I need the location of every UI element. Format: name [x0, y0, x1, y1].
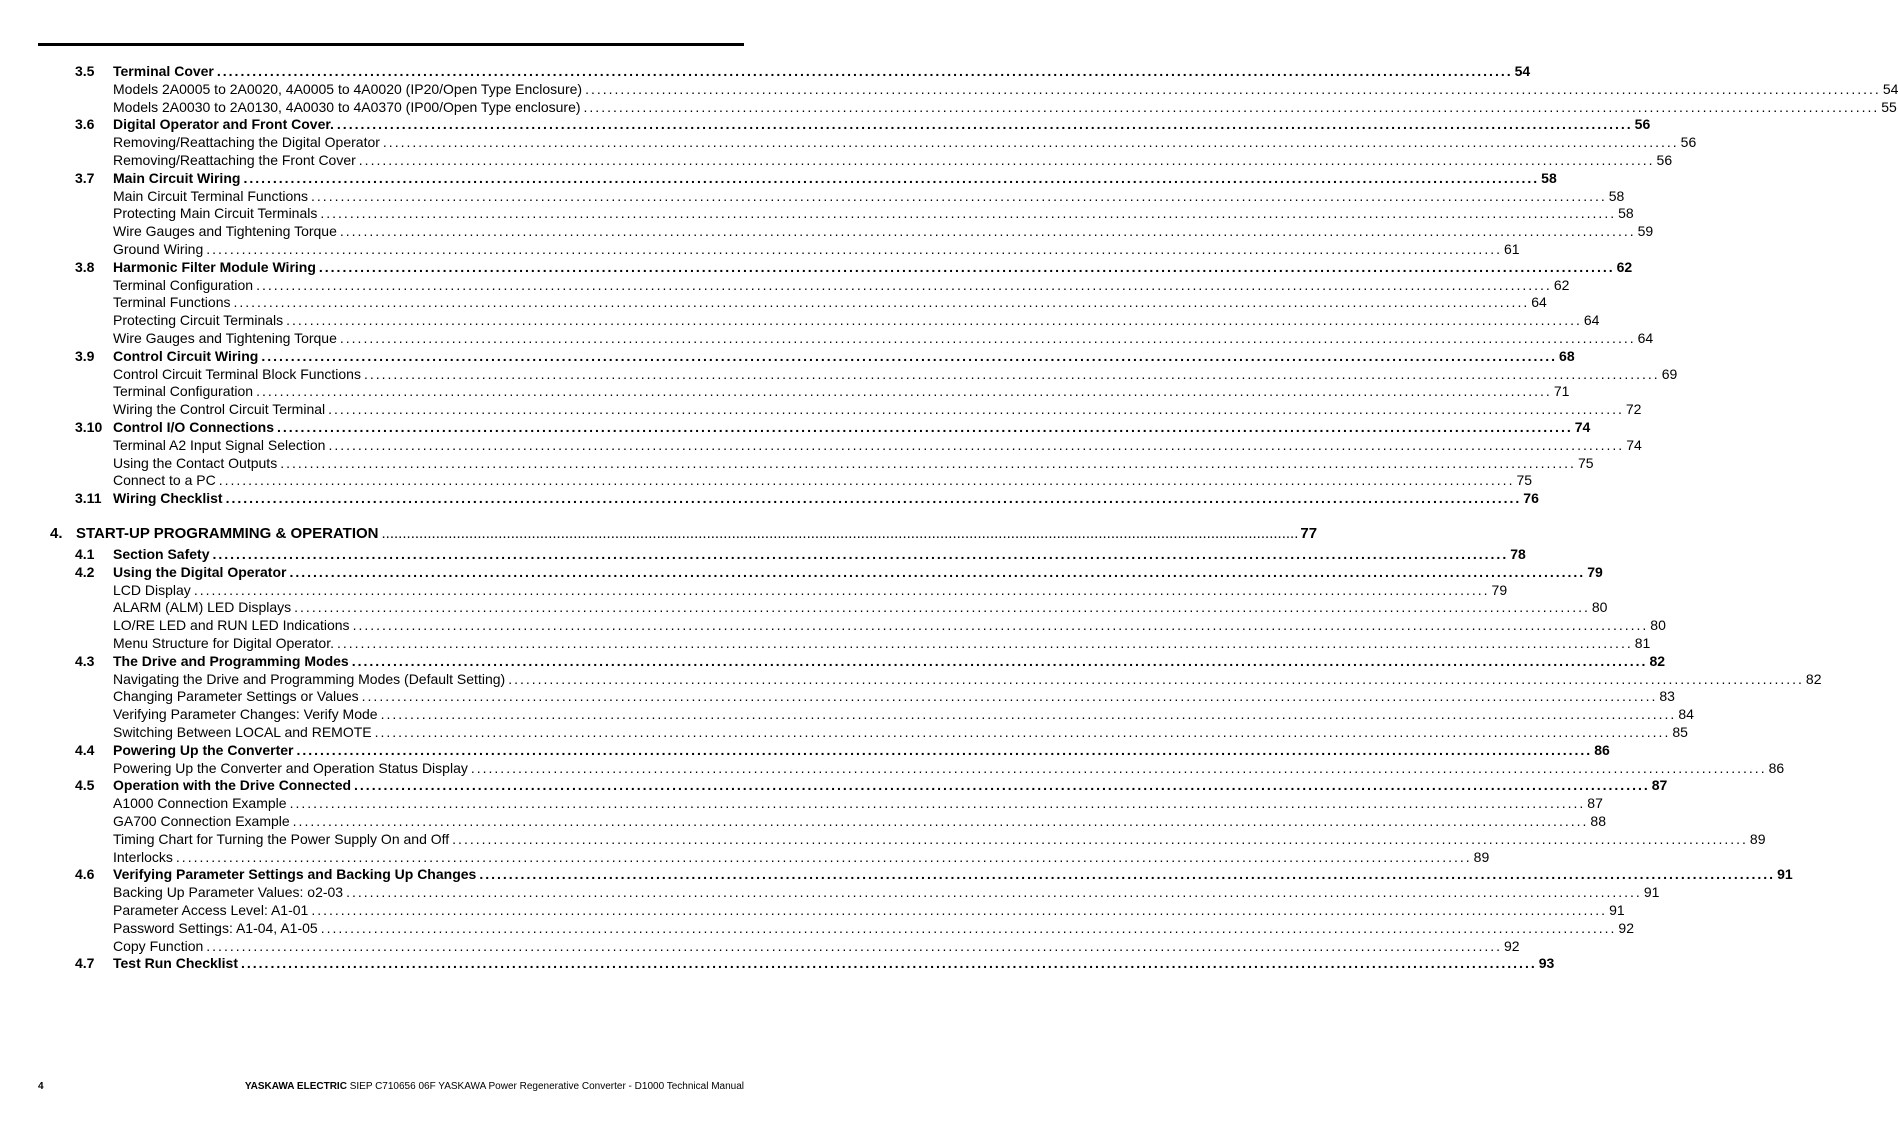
toc-leader-line — [113, 598, 1608, 616]
toc-leader-line — [113, 723, 1688, 741]
toc-leader-line — [113, 812, 1606, 830]
toc-title: Ground Wiring — [113, 241, 204, 257]
toc-entry[interactable] — [0, 222, 1654, 240]
toc-page-number: 62 — [1616, 258, 1633, 275]
toc-page-number: 58 — [1618, 205, 1634, 222]
toc-leader-line — [113, 276, 1570, 294]
toc-dot-leader: ............................................................................................................................................................................................................................ — [296, 741, 1593, 758]
toc-entry[interactable] — [0, 400, 1642, 418]
toc-leader-line — [113, 616, 1666, 634]
toc-page-number: 78 — [1510, 546, 1526, 562]
toc-page-number: 89 — [1473, 848, 1490, 865]
toc-title: Protecting Main Circuit Terminals — [113, 205, 318, 222]
toc-dot-leader: ............................................................................................................................................................................................................................ — [289, 563, 1586, 580]
toc-dot-leader: ............................................................................................................................................................................................................................ — [233, 294, 1530, 311]
toc-dot-leader: ............................................................................................................................................................................................................................ — [277, 419, 1573, 435]
toc-title: Wiring the Control Circuit Terminal — [113, 401, 326, 418]
toc-number: 4.6 — [75, 866, 95, 883]
toc-page-number: 62 — [1553, 276, 1570, 293]
toc-title: The Drive and Programming Modes — [113, 652, 349, 669]
toc-page-number: 80 — [1650, 617, 1666, 634]
toc-dot-leader: ............................................................................................................................................................................................................................ — [381, 525, 1299, 542]
toc-dot-leader: ............................................................................................................................................................................................................................ — [328, 401, 1624, 418]
toc-number: 4.1 — [75, 546, 95, 562]
toc-title: Verifying Parameter Settings and Backing Up Changes — [113, 866, 477, 883]
toc-entry[interactable] — [0, 919, 1634, 937]
toc-entry[interactable] — [0, 436, 1642, 454]
toc-dot-leader: ............................................................................................................................................................................................................................ — [374, 724, 1671, 740]
toc-dot-leader: ............................................................................................................................................................................................................................ — [339, 223, 1636, 240]
toc-leader-line — [76, 525, 1318, 543]
toc-page-number: 58 — [1608, 187, 1625, 204]
toc-entry[interactable] — [0, 98, 1897, 116]
toc-leader-line — [113, 98, 1897, 116]
toc-title: Models 2A0005 to 2A0020, 4A0005 to 4A0020 (IP20/Open Type Enclosure) — [113, 80, 583, 97]
toc-entry[interactable] — [0, 133, 1697, 151]
toc-leader-line — [113, 169, 1557, 187]
toc-entry[interactable] — [0, 723, 1688, 741]
toc-title: Wire Gauges and Tightening Torque — [113, 223, 337, 240]
toc-title: Menu Structure for Digital Operator. — [113, 635, 334, 651]
toc-title: Control Circuit Terminal Block Functions — [113, 365, 361, 382]
toc-number: 3.7 — [75, 169, 95, 186]
toc-title: Wire Gauges and Tightening Torque — [113, 330, 337, 346]
toc-title: Models 2A0030 to 2A0130, 4A0030 to 4A0370 (IP00/Open Type enclosure) — [113, 98, 581, 115]
toc-entry[interactable] — [0, 937, 1520, 955]
toc-title: Powering Up the Converter — [113, 741, 294, 758]
toc-page-number: 54 — [1882, 80, 1898, 97]
toc-section[interactable] — [0, 865, 1793, 883]
toc-leader-line — [113, 705, 1694, 723]
toc-section[interactable] — [0, 545, 1526, 563]
toc-section[interactable] — [0, 652, 1666, 670]
toc-page-number: 88 — [1590, 813, 1606, 829]
toc-title: Using the Digital Operator — [113, 563, 287, 580]
toc-dot-leader: ............................................................................................................................................................................................................................ — [318, 258, 1615, 275]
toc-leader-line — [113, 222, 1654, 240]
toc-title: Copy Function — [113, 937, 204, 954]
toc-entry[interactable] — [0, 670, 1822, 688]
toc-section[interactable] — [0, 115, 1651, 133]
toc-page-number: 77 — [1300, 525, 1318, 542]
toc-leader-line — [113, 418, 1591, 436]
toc-page-number: 85 — [1672, 724, 1688, 740]
toc-leader-line — [113, 204, 1634, 222]
toc-page-number: 56 — [1680, 134, 1697, 151]
toc-leader-line — [113, 115, 1651, 133]
toc-page-number: 75 — [1577, 454, 1594, 471]
toc-entry[interactable] — [0, 794, 1603, 812]
page-footer — [0, 1080, 793, 1094]
toc-dot-leader: ............................................................................................................................................................................................................................ — [320, 205, 1617, 222]
toc-page-number: 86 — [1768, 759, 1785, 776]
toc-leader-line — [113, 365, 1678, 383]
toc-dot-leader: ............................................................................................................................................................................................................................ — [243, 169, 1540, 186]
toc-number: 4.5 — [75, 777, 95, 794]
toc-entry[interactable] — [0, 598, 1608, 616]
toc-number: 3.8 — [75, 258, 95, 275]
toc-page-number: 91 — [1643, 884, 1660, 901]
toc-title: LO/RE LED and RUN LED Indications — [113, 617, 350, 634]
toc-entry[interactable] — [0, 634, 1651, 652]
toc-title: Terminal A2 Input Signal Selection — [113, 436, 326, 453]
toc-entry[interactable] — [0, 187, 1625, 205]
toc-title: Parameter Access Level: A1-01 — [113, 902, 309, 918]
page-number: 4 — [38, 1081, 44, 1092]
toc-dot-leader: ............................................................................................................................................................................................................................ — [280, 454, 1576, 471]
toc-entry[interactable] — [0, 382, 1570, 400]
toc-title: Timing Chart for Turning the Power Supply On and Off — [113, 830, 450, 847]
toc-page-number: 74 — [1574, 419, 1591, 435]
toc-dot-leader: ............................................................................................................................................................................................................................ — [206, 241, 1502, 257]
toc-entry[interactable] — [0, 616, 1666, 634]
toc-page-number: 93 — [1538, 955, 1555, 972]
toc-page-number: 86 — [1594, 741, 1610, 758]
toc-leader-line — [113, 670, 1822, 688]
toc-title: Backing Up Parameter Values: o2-03 — [113, 884, 344, 901]
toc-title: A1000 Connection Example — [113, 795, 287, 812]
toc-number: 3.11 — [75, 490, 102, 507]
toc-leader-line — [113, 634, 1651, 652]
toc-entry[interactable] — [0, 848, 1490, 866]
toc-number: 3.5 — [75, 63, 95, 79]
toc-dot-leader: ............................................................................................................................................................................................................................ — [216, 63, 1513, 79]
toc-page-number: 56 — [1634, 116, 1651, 133]
toc-entry[interactable] — [0, 293, 1547, 311]
toc-leader-line — [113, 759, 1785, 777]
toc-page-number: 92 — [1618, 919, 1634, 936]
toc-section[interactable] — [0, 776, 1668, 794]
toc-leader-line — [113, 794, 1603, 812]
toc-title: LCD Display — [113, 581, 191, 598]
toc-title: Terminal Configuration — [113, 383, 254, 400]
toc-dot-leader: ............................................................................................................................................................................................................................ — [361, 688, 1658, 705]
toc-page-number: 82 — [1649, 652, 1666, 669]
toc-section[interactable] — [0, 418, 1591, 436]
toc-dot-leader: ............................................................................................................................................................................................................................ — [193, 581, 1490, 598]
toc-page-number: 87 — [1587, 795, 1603, 812]
toc-title: Terminal Cover — [113, 63, 214, 79]
toc-dot-leader: ............................................................................................................................................................................................................................ — [218, 472, 1515, 489]
toc-section[interactable] — [0, 741, 1610, 759]
toc-page-number: 54 — [1514, 63, 1531, 79]
toc-title: Removing/Reattaching the Front Cover — [113, 152, 356, 168]
toc-title: Protecting Circuit Terminals — [113, 312, 284, 329]
toc-number: 4.7 — [75, 955, 95, 972]
toc-entry[interactable] — [0, 705, 1694, 723]
toc-leader-line — [113, 741, 1610, 759]
toc-chapter[interactable] — [0, 525, 1318, 543]
toc-dot-leader: ............................................................................................................................................................................................................................ — [311, 187, 1607, 204]
toc-leader-line — [113, 436, 1642, 454]
toc-entry[interactable] — [0, 883, 1660, 901]
toc-dot-leader: ............................................................................................................................................................................................................................ — [256, 383, 1552, 400]
toc-leader-line — [113, 329, 1654, 347]
toc-entry[interactable] — [0, 329, 1654, 347]
toc-entry[interactable] — [0, 151, 1673, 169]
toc-entry[interactable] — [0, 240, 1520, 258]
toc-leader-line — [113, 776, 1668, 794]
toc-title: Main Circuit Wiring — [113, 169, 241, 186]
toc-title: Powering Up the Converter and Operation Status Display — [113, 759, 468, 776]
toc-title: Using the Contact Outputs — [113, 454, 278, 471]
toc-page-number: 79 — [1587, 563, 1603, 580]
toc-page-number: 58 — [1541, 169, 1557, 186]
toc-dot-leader: ............................................................................................................................................................................................................................ — [206, 937, 1503, 954]
toc-leader-line — [113, 954, 1555, 972]
toc-dot-leader: ............................................................................................................................................................................................................................ — [583, 98, 1880, 115]
toc-entry[interactable] — [0, 311, 1600, 329]
toc-dot-leader: ............................................................................................................................................................................................................................ — [351, 652, 1648, 669]
toc-title: Terminal Functions — [113, 294, 231, 311]
toc-page-number: 80 — [1591, 599, 1608, 616]
toc-page-number: 84 — [1678, 706, 1694, 723]
toc-leader-line — [113, 471, 1533, 489]
toc-title: Removing/Reattaching the Digital Operator — [113, 134, 380, 151]
toc-dot-leader: ............................................................................................................................................................................................................................ — [261, 347, 1558, 364]
toc-dot-leader: ............................................................................................................................................................................................................................ — [508, 670, 1804, 687]
toc-page-number: 91 — [1609, 902, 1625, 918]
toc-title: START-UP PROGRAMMING & OPERATION — [76, 525, 379, 542]
toc-title: Section Safety — [113, 546, 210, 562]
toc-title: Terminal Configuration — [113, 276, 254, 293]
toc-dot-leader: ............................................................................................................................................................................................................................ — [294, 599, 1590, 616]
toc-title: Interlocks — [113, 848, 173, 865]
toc-title: Main Circuit Terminal Functions — [113, 187, 309, 204]
toc-dot-leader: ............................................................................................................................................................................................................................ — [470, 759, 1767, 776]
toc-dot-leader: ............................................................................................................................................................................................................................ — [585, 80, 1881, 97]
toc-entry[interactable] — [0, 812, 1606, 830]
toc-number: 3.9 — [75, 347, 95, 364]
toc-page-number: 59 — [1637, 223, 1654, 240]
toc-leader-line — [113, 80, 1898, 98]
toc-leader-line — [113, 240, 1520, 258]
toc-entry[interactable] — [0, 454, 1594, 472]
toc-leader-line — [113, 400, 1642, 418]
toc-title: Control I/O Connections — [113, 419, 274, 435]
toc-number: 4. — [50, 525, 63, 542]
toc-dot-leader: ............................................................................................................................................................................................................................ — [328, 436, 1625, 453]
toc-dot-leader: ............................................................................................................................................................................................................................ — [320, 919, 1617, 936]
toc-leader-line — [113, 545, 1526, 563]
toc-leader-line — [113, 311, 1600, 329]
toc-entry[interactable] — [0, 830, 1766, 848]
toc-dot-leader: ............................................................................................................................................................................................................................ — [452, 830, 1748, 847]
toc-dot-leader: ............................................................................................................................................................................................................................ — [479, 866, 1776, 883]
toc-dot-leader: ............................................................................................................................................................................................................................ — [352, 617, 1649, 634]
toc-page-number: 91 — [1777, 866, 1793, 883]
toc-section[interactable] — [0, 347, 1575, 365]
toc-page-number: 56 — [1656, 152, 1673, 168]
toc-page-number: 74 — [1626, 436, 1642, 453]
toc-dot-leader: ............................................................................................................................................................................................................................ — [286, 312, 1582, 329]
toc-leader-line — [113, 848, 1490, 866]
toc-section[interactable] — [0, 62, 1531, 80]
toc-dot-leader: ............................................................................................................................................................................................................................ — [337, 635, 1633, 651]
toc-number: 3.10 — [75, 419, 103, 435]
toc-entry[interactable] — [0, 471, 1533, 489]
toc-leader-line — [113, 187, 1625, 205]
toc-dot-leader: ............................................................................................................................................................................................................................ — [336, 116, 1633, 133]
toc-title: Navigating the Drive and Programming Modes (Default Setting) — [113, 670, 506, 687]
toc-leader-line — [113, 454, 1594, 472]
toc-leader-line — [113, 687, 1675, 705]
toc-dot-leader: ............................................................................................................................................................................................................................ — [225, 490, 1522, 507]
toc-entry[interactable] — [0, 901, 1625, 919]
toc-dot-leader: ............................................................................................................................................................................................................................ — [256, 276, 1552, 293]
toc-number: 4.3 — [75, 652, 95, 669]
toc-page-number: 81 — [1634, 635, 1651, 651]
toc-section[interactable] — [0, 954, 1555, 972]
toc-dot-leader: ............................................................................................................................................................................................................................ — [346, 884, 1642, 901]
toc-page-number: 64 — [1583, 312, 1600, 329]
toc-leader-line — [113, 347, 1575, 365]
toc-page-number: 68 — [1559, 347, 1575, 364]
toc-number: 4.4 — [75, 741, 95, 758]
toc-leader-line — [113, 883, 1660, 901]
toc-page-number: 61 — [1504, 241, 1520, 257]
toc-leader-line — [113, 293, 1547, 311]
toc-entry[interactable] — [0, 581, 1508, 599]
toc-leader-line — [113, 563, 1603, 581]
footer-text — [245, 1080, 744, 1094]
toc-page-number: 89 — [1749, 830, 1766, 847]
toc-page-number: 79 — [1491, 581, 1508, 598]
toc-page-number: 92 — [1504, 937, 1520, 954]
toc-dot-leader: ............................................................................................................................................................................................................................ — [354, 777, 1650, 794]
toc-page-number: 55 — [1881, 98, 1897, 115]
toc-entry[interactable] — [0, 759, 1785, 777]
toc-page-number: 71 — [1553, 383, 1570, 400]
toc-page-number: 75 — [1516, 472, 1533, 489]
toc-dot-leader: ............................................................................................................................................................................................................................ — [212, 546, 1509, 562]
toc-title: Digital Operator and Front Cover. — [113, 116, 334, 133]
toc-entry[interactable] — [0, 276, 1570, 294]
footer-manual-title: SIEP C710656 06F YASKAWA Power Regenerative Converter - D1000 Technical Manual — [349, 1081, 744, 1092]
toc-leader-line — [113, 919, 1634, 937]
toc-dot-leader: ............................................................................................................................................................................................................................ — [241, 955, 1537, 972]
toc-title: Switching Between LOCAL and REMOTE — [113, 724, 372, 740]
toc-page-number: 72 — [1625, 401, 1642, 418]
toc-leader-line — [113, 830, 1766, 848]
toc-dot-leader: ............................................................................................................................................................................................................................ — [363, 365, 1660, 382]
toc-title: Password Settings: A1-04, A1-05 — [113, 919, 318, 936]
toc-leader-line — [113, 382, 1570, 400]
toc-leader-line — [113, 133, 1697, 151]
toc-page-number: 83 — [1659, 688, 1675, 705]
toc-leader-line — [113, 151, 1673, 169]
toc-leader-line — [113, 62, 1531, 80]
toc-section[interactable] — [0, 169, 1557, 187]
toc-page-number: 64 — [1531, 294, 1547, 311]
toc-dot-leader: ............................................................................................................................................................................................................................ — [380, 706, 1677, 723]
toc-page-number: 64 — [1637, 330, 1654, 346]
toc-section[interactable] — [0, 489, 1539, 507]
toc-leader-line — [113, 581, 1508, 599]
toc-title: Test Run Checklist — [113, 955, 238, 972]
toc-leader-line — [113, 901, 1625, 919]
toc-number: 4.2 — [75, 563, 95, 580]
toc-entry[interactable] — [0, 687, 1675, 705]
toc-title: Connect to a PC — [113, 472, 216, 489]
toc-entry[interactable] — [0, 365, 1678, 383]
toc-title: Operation with the Drive Connected — [113, 777, 352, 794]
toc-leader-line — [113, 652, 1666, 670]
toc-title: Harmonic Filter Module Wiring — [113, 258, 316, 275]
toc-title: Wiring Checklist — [113, 490, 223, 507]
toc-leader-line — [113, 489, 1539, 507]
toc-dot-leader: ............................................................................................................................................................................................................................ — [382, 134, 1679, 151]
toc-page-number: 87 — [1651, 777, 1668, 794]
toc-entry[interactable] — [0, 204, 1634, 222]
toc-leader-line — [113, 865, 1793, 883]
toc-title: GA700 Connection Example — [113, 813, 290, 829]
toc-page-number: 76 — [1523, 490, 1539, 507]
toc-section[interactable] — [0, 563, 1603, 581]
toc-title: Control Circuit Wiring — [113, 347, 259, 364]
toc-dot-leader: ............................................................................................................................................................................................................................ — [339, 330, 1636, 346]
toc-entry[interactable] — [0, 80, 1898, 98]
toc-leader-line — [113, 937, 1520, 955]
toc-dot-leader: ............................................................................................................................................................................................................................ — [358, 152, 1655, 168]
toc-page-number: 82 — [1805, 670, 1822, 687]
toc-title: Changing Parameter Settings or Values — [113, 688, 359, 705]
toc-dot-leader: ............................................................................................................................................................................................................................ — [292, 813, 1589, 829]
toc-title: ALARM (ALM) LED Displays — [113, 599, 292, 616]
toc-number: 3.6 — [75, 116, 95, 133]
toc-dot-leader: ............................................................................................................................................................................................................................ — [175, 848, 1472, 865]
toc-page-number: 69 — [1661, 365, 1678, 382]
toc-section[interactable] — [0, 258, 1633, 276]
toc-title: Verifying Parameter Changes: Verify Mode — [113, 706, 378, 723]
toc-dot-leader: ............................................................................................................................................................................................................................ — [311, 902, 1608, 918]
toc-dot-leader: ............................................................................................................................................................................................................................ — [289, 795, 1586, 812]
toc-leader-line — [113, 258, 1633, 276]
footer-brand: YASKAWA ELECTRIC — [244, 1081, 347, 1092]
